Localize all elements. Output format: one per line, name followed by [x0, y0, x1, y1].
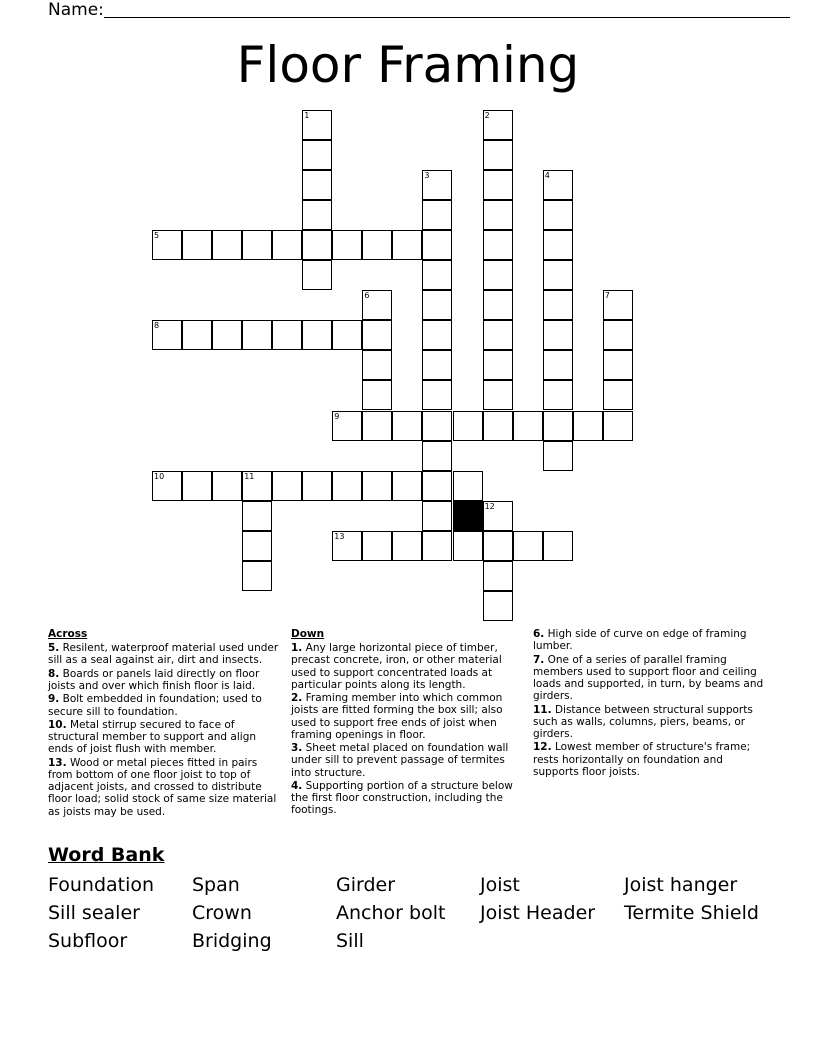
- clue-number: 13: [334, 531, 345, 541]
- down-heading: Down: [291, 628, 325, 640]
- crossword-cell[interactable]: [483, 380, 513, 410]
- crossword-cell[interactable]: [212, 230, 242, 260]
- crossword-cell[interactable]: [212, 471, 242, 501]
- crossword-cell[interactable]: [242, 230, 272, 260]
- crossword-cell[interactable]: [483, 531, 513, 561]
- crossword-cell[interactable]: [543, 350, 573, 380]
- clue-across-10: 10. Metal stirrup secured to face of structural member to support and align ends of joist flush with member.: [48, 718, 257, 756]
- crossword-cell[interactable]: [392, 531, 422, 561]
- word-bank-item: Anchor bolt: [336, 902, 446, 924]
- clue-number: 10: [154, 471, 165, 481]
- clue-across-5: 5. Resilent, waterproof material used under sill as a seal against air, dirt and insects.: [48, 642, 279, 667]
- crossword-cell[interactable]: [392, 411, 422, 441]
- crossword-cell[interactable]: [483, 591, 513, 621]
- clue-number: 2: [484, 111, 490, 120]
- clue-down-1: 1. Any large horizontal piece of timber, precast concrete, iron, or other material used to support concentrated loads at particular points along its length.: [291, 642, 502, 691]
- crossword-cell[interactable]: [422, 380, 452, 410]
- crossword-cell[interactable]: [543, 320, 573, 350]
- crossword-cell[interactable]: [302, 170, 332, 200]
- crossword-cell[interactable]: [543, 531, 573, 561]
- crossword-cell[interactable]: [543, 290, 573, 320]
- clue-number: 8: [154, 321, 160, 331]
- crossword-cell[interactable]: [543, 441, 573, 471]
- clue-number: 7: [604, 291, 610, 301]
- crossword-cell[interactable]: [362, 380, 392, 410]
- crossword-cell[interactable]: [573, 411, 603, 441]
- crossword-cell[interactable]: [483, 501, 513, 531]
- crossword-black-square: [453, 501, 483, 531]
- crossword-cell[interactable]: [272, 471, 302, 501]
- crossword-cell[interactable]: [483, 290, 513, 320]
- crossword-cell[interactable]: [513, 411, 543, 441]
- word-bank-item: Foundation: [48, 874, 155, 896]
- crossword-cell[interactable]: [242, 471, 272, 501]
- crossword-cell[interactable]: [422, 170, 452, 200]
- crossword-cell[interactable]: [152, 471, 182, 501]
- crossword-cell[interactable]: [483, 170, 513, 200]
- crossword-cell[interactable]: [332, 411, 362, 441]
- across-clues: [48, 628, 284, 819]
- crossword-cell[interactable]: [422, 290, 452, 320]
- crossword-cell[interactable]: [483, 230, 513, 260]
- clue-down-12: 12. Lowest member of structure's frame; rests horizontally on foundation and supports floor joists.: [533, 741, 751, 778]
- crossword-cell[interactable]: [422, 411, 452, 441]
- clue-across-9: 9. Bolt embedded in foundation; used to secure sill to foundation.: [48, 693, 262, 718]
- crossword-cell[interactable]: [603, 380, 633, 410]
- crossword-cell[interactable]: [422, 230, 452, 260]
- crossword-cell[interactable]: [182, 471, 212, 501]
- crossword-cell[interactable]: [272, 320, 302, 350]
- word-bank-item: Girder: [336, 874, 396, 896]
- crossword-cell[interactable]: [362, 471, 392, 501]
- crossword-cell[interactable]: [453, 471, 483, 501]
- crossword-cell[interactable]: [362, 531, 392, 561]
- crossword-cell[interactable]: [543, 200, 573, 230]
- clue-down-4: 4. Supporting portion of a structure below the first floor construction, including the footings.: [291, 780, 513, 817]
- crossword-cell[interactable]: [152, 230, 182, 260]
- crossword-cell[interactable]: [362, 350, 392, 380]
- crossword-cell[interactable]: [603, 411, 633, 441]
- crossword-cell[interactable]: [422, 320, 452, 350]
- crossword-cell[interactable]: [483, 320, 513, 350]
- crossword-cell[interactable]: [302, 140, 332, 170]
- clue-down-2: 2. Framing member into which common joists are fitted forming the box sill; also used to support free ends of joist when framing openings in floor.: [291, 692, 503, 741]
- crossword-cell[interactable]: [543, 260, 573, 290]
- crossword-cell[interactable]: [302, 230, 332, 260]
- crossword-cell[interactable]: [603, 320, 633, 350]
- name-label: Name:: [48, 0, 104, 20]
- word-bank-item: Joist Header: [480, 902, 596, 924]
- crossword-cell[interactable]: [422, 531, 452, 561]
- crossword-cell[interactable]: [422, 501, 452, 531]
- word-bank-item: Crown: [192, 902, 252, 924]
- crossword-cell[interactable]: [152, 320, 182, 350]
- crossword-cell[interactable]: [483, 260, 513, 290]
- crossword-cell[interactable]: [362, 230, 392, 260]
- crossword-cell[interactable]: [242, 531, 272, 561]
- clue-number: 9: [334, 411, 340, 421]
- word-bank-item: Span: [192, 874, 240, 896]
- crossword-cell[interactable]: [422, 260, 452, 290]
- word-bank-item: Bridging: [192, 930, 272, 952]
- down-clues: [291, 628, 527, 818]
- clue-number: 5: [154, 231, 160, 241]
- word-bank-item: Joist: [480, 874, 520, 896]
- crossword-cell[interactable]: [543, 411, 573, 441]
- crossword-cell[interactable]: [483, 110, 513, 140]
- crossword-cell[interactable]: [332, 531, 362, 561]
- crossword-cell[interactable]: [513, 531, 543, 561]
- clue-down-7: 7. One of a series of parallel framing members used to support floor and ceiling loads and supported, in turn, by beams and girders.: [533, 653, 764, 703]
- crossword-cell[interactable]: [242, 561, 272, 591]
- page-title: Floor Framing: [236, 36, 580, 94]
- crossword-cell[interactable]: [362, 290, 392, 320]
- clue-down-3: 3. Sheet metal placed on foundation wall under sill to prevent passage of termites into structure.: [291, 742, 509, 779]
- crossword-cell[interactable]: [332, 230, 362, 260]
- crossword-cell[interactable]: [453, 411, 483, 441]
- crossword-cell[interactable]: [422, 200, 452, 230]
- crossword-cell[interactable]: [182, 320, 212, 350]
- crossword-cell[interactable]: [332, 320, 362, 350]
- crossword-cell[interactable]: [483, 411, 513, 441]
- crossword-cell[interactable]: [422, 441, 452, 471]
- crossword-cell[interactable]: [483, 200, 513, 230]
- crossword-cell[interactable]: [543, 170, 573, 200]
- crossword-cell[interactable]: [242, 320, 272, 350]
- crossword-cell[interactable]: [302, 200, 332, 230]
- crossword-cell[interactable]: [543, 230, 573, 260]
- crossword-cell[interactable]: [302, 320, 332, 350]
- crossword-cell[interactable]: [182, 230, 212, 260]
- crossword-cell[interactable]: [603, 350, 633, 380]
- across-heading: Across: [48, 628, 88, 640]
- clue-number: 3: [424, 171, 430, 181]
- word-bank-item: Sill sealer: [48, 902, 140, 924]
- crossword-cell[interactable]: [302, 110, 332, 140]
- crossword-cell[interactable]: [603, 290, 633, 320]
- clue-number: 1: [304, 111, 310, 120]
- crossword-cell[interactable]: [483, 350, 513, 380]
- clue-number: 12: [484, 501, 495, 511]
- down-clues-continued: [533, 628, 769, 779]
- crossword-cell[interactable]: [362, 411, 392, 441]
- crossword-cell[interactable]: [422, 471, 452, 501]
- clue-number: 4: [544, 171, 550, 181]
- word-bank-item: Subfloor: [48, 930, 128, 952]
- clue-across-13: 13. Wood or metal pieces fitted in pairs from bottom of one floor joist to top of adjacent joists, and crossed to distribute floor load; solid stock of same size material as joists may be used.: [48, 756, 277, 818]
- crossword-cell[interactable]: [483, 140, 513, 170]
- crossword-cell[interactable]: [483, 561, 513, 591]
- crossword-cell[interactable]: [212, 320, 242, 350]
- clue-down-11: 11. Distance between structural supports such as walls, columns, piers, beams, or girders.: [533, 703, 753, 740]
- clue-across-8: 8. Boards or panels laid directly on floor joists and over which finish floor is laid.: [48, 667, 260, 692]
- crossword-cell[interactable]: [392, 471, 422, 501]
- crossword-cell[interactable]: [362, 320, 392, 350]
- crossword-cell[interactable]: [543, 380, 573, 410]
- clue-down-6: 6. High side of curve on edge of framing lumber.: [533, 628, 747, 653]
- crossword-cell[interactable]: [272, 230, 302, 260]
- crossword-cell[interactable]: [332, 471, 362, 501]
- word-bank-title: Word Bank: [48, 844, 165, 866]
- crossword-cell[interactable]: [302, 260, 332, 290]
- crossword-cell[interactable]: [422, 350, 452, 380]
- clue-number: 6: [364, 291, 370, 301]
- crossword-cell[interactable]: [302, 471, 332, 501]
- word-bank-item: Sill: [336, 930, 364, 952]
- word-bank-item: Joist hanger: [624, 874, 738, 896]
- crossword-cell[interactable]: [242, 501, 272, 531]
- crossword-cell[interactable]: [392, 230, 422, 260]
- clue-number: 11: [244, 471, 255, 481]
- crossword-cell[interactable]: [453, 531, 483, 561]
- word-bank-item: Termite Shield: [624, 902, 759, 924]
